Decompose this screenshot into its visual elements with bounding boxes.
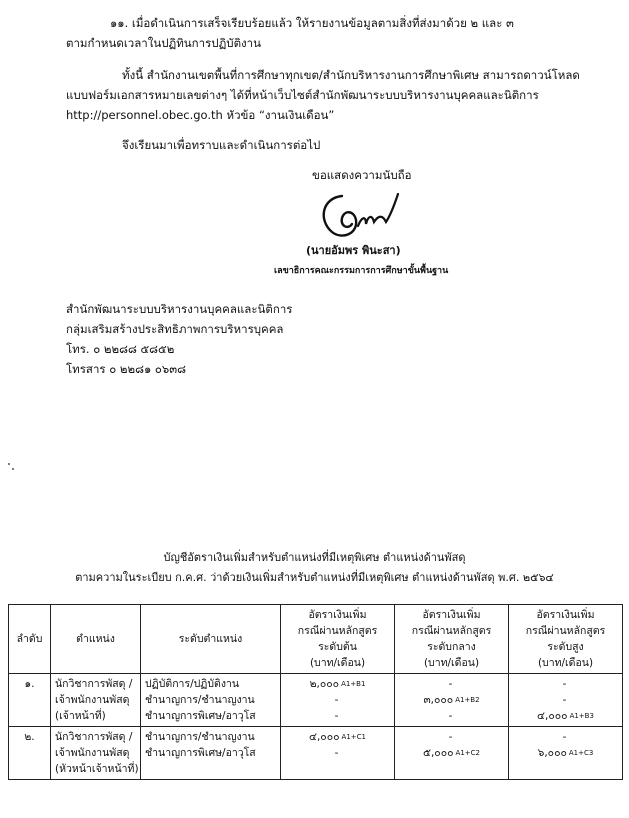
allowance-table (8, 604, 623, 780)
row-number: ๒. (9, 727, 51, 780)
table-row (9, 727, 623, 780)
signer-title: เลขาธิการคณะกรรมการการศึกษาขั้นพื้นฐาน (274, 266, 449, 276)
row-levels: ชำนาญการ/ชำนาญงาน ชำนาญการพิเศษ/อาวุโส (141, 727, 281, 780)
header-no: ลำดับ (9, 605, 51, 674)
contact-group: กลุ่มเสริมสร้างประสิทธิภาพการบริหารบุคคล (66, 322, 284, 336)
row-rate-basic: ๒,๐๐๐ A1+B1 - - (281, 674, 395, 727)
regards-text: ขอแสดงความนับถือ (312, 168, 412, 182)
row-position: นักวิชาการพัสดุ / เจ้าพนักงานพัสดุ (เจ้าหน้าที่) (51, 674, 141, 727)
table-header-row (9, 605, 623, 674)
paragraph-download-line-3: http://personnel.obec.go.th หัวข้อ “งานเงินเดือน” (66, 108, 335, 122)
row-position: นักวิชาการพัสดุ / เจ้าพนักงานพัสดุ (หัวหน้าเจ้าหน้าที่) (51, 727, 141, 780)
header-level: ระดับตำแหน่ง (141, 605, 281, 674)
closing-sentence: จึงเรียนมาเพื่อทราบและดำเนินการต่อไป (122, 138, 321, 152)
paragraph-download-line-2: แบบฟอร์มเอกสารหมายเลขต่างๆ ได้ที่หน้าเว็บไซต์สำนักพัฒนาระบบบริหารงานบุคคลและนิติการ (66, 88, 539, 102)
contact-office: สำนักพัฒนาระบบบริหารงานบุคคลและนิติการ (66, 302, 293, 316)
table-title-line-2: ตามความในระเบียบ ก.ค.ศ. ว่าด้วยเงินเพิ่มสำหรับตำแหน่งที่มีเหตุพิเศษ ตำแหน่งด้านพัสดุ พ.ศ. ๒๕๖๔ (75, 571, 554, 584)
paragraph-download-line-1: ทั้งนี้ สำนักงานเขตพื้นที่การศึกษาทุกเขต/สำนักบริหารงานการศึกษาพิเศษ สามารถดาวน์โหลด (122, 68, 580, 82)
row-rate-high: - ๖,๐๐๐ A1+C3 (509, 727, 623, 780)
header-rate-high: อัตราเงินเพิ่ม กรณีผ่านหลักสูตร ระดับสูง (บาท/เดือน) (509, 605, 623, 674)
scan-speck (12, 468, 14, 470)
table-title-line-1: บัญชีอัตราเงินเพิ่มสำหรับตำแหน่งที่มีเหตุพิเศษ ตำแหน่งด้านพัสดุ (163, 551, 466, 564)
row-number: ๑. (9, 674, 51, 727)
scan-speck (8, 463, 10, 465)
signature-image (312, 186, 408, 242)
signer-name: (นายอัมพร พินะสา) (306, 244, 401, 257)
row-rate-basic: ๔,๐๐๐ A1+C1 - (281, 727, 395, 780)
row-rate-middle: - ๕,๐๐๐ A1+C2 (395, 727, 509, 780)
row-rate-middle: - ๓,๐๐๐ A1+B2 - (395, 674, 509, 727)
header-rate-middle: อัตราเงินเพิ่ม กรณีผ่านหลักสูตร ระดับกลาง (บาท/เดือน) (395, 605, 509, 674)
table-row (9, 674, 623, 727)
paragraph-11-line-2: ตามกำหนดเวลาในปฏิทินการปฏิบัติงาน (66, 36, 261, 50)
header-rate-basic: อัตราเงินเพิ่ม กรณีผ่านหลักสูตร ระดับต้น (บาท/เดือน) (281, 605, 395, 674)
contact-fax: โทรสาร ๐ ๒๒๘๑ ๐๖๓๘ (66, 362, 186, 376)
row-levels: ปฏิบัติการ/ปฏิบัติงาน ชำนาญการ/ชำนาญงาน ชำนาญการพิเศษ/อาวุโส (141, 674, 281, 727)
paragraph-11-line-1: ๑๑. เมื่อดำเนินการเสร็จเรียบร้อยแล้ว ให้รายงานข้อมูลตามสิ่งที่ส่งมาด้วย ๒ และ ๓ (110, 16, 514, 30)
header-position: ตำแหน่ง (51, 605, 141, 674)
row-rate-high: - - ๔,๐๐๐ A1+B3 (509, 674, 623, 727)
contact-phone: โทร. ๐ ๒๒๘๘ ๕๘๕๒ (66, 342, 175, 356)
